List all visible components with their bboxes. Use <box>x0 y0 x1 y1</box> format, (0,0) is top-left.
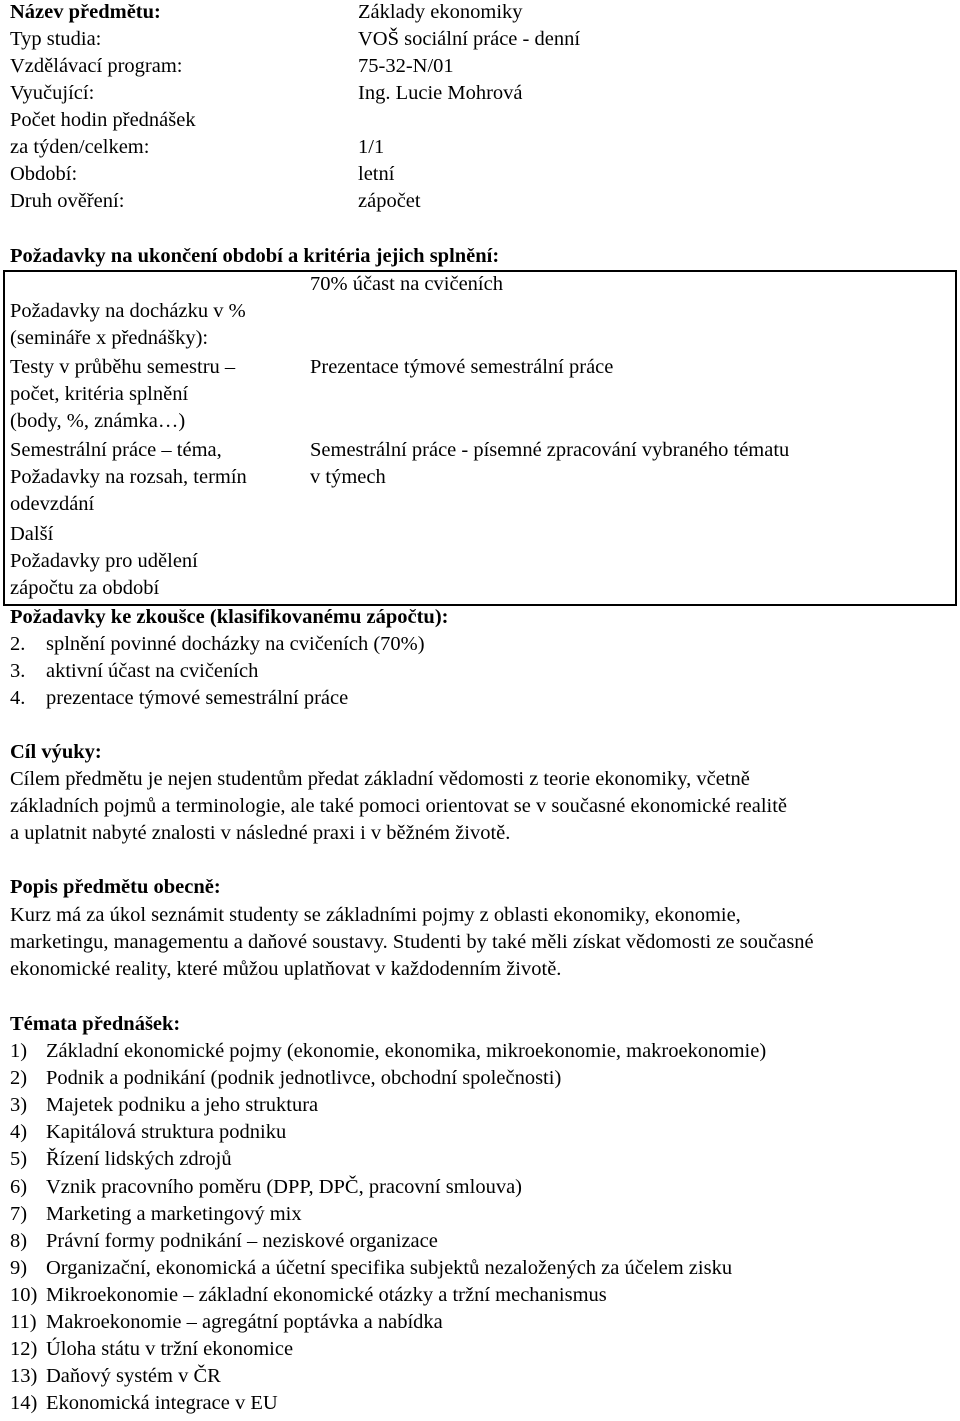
tests-label-line-2: počet, kritéria splnění <box>10 383 189 405</box>
header-label-subject: Název předmětu: <box>10 1 161 23</box>
tests-label-line-1: Testy v průběhu semestru – <box>10 356 236 378</box>
topic-item: 1) Základní ekonomické pojmy (ekonomie, ekonomika, mikroekonomie, makroekonomie) <box>10 1040 767 1062</box>
topic-item: 9) Organizační, ekonomická a účetní specifika subjektů nezaložených za účelem zisku <box>10 1257 733 1279</box>
topic-item: 4) Kapitálová struktura podniku <box>10 1121 287 1143</box>
work-label-line-1: Semestrální práce – téma, <box>10 439 222 461</box>
header-label-hours: Počet hodin přednášek <box>10 109 196 131</box>
goal-heading: Cíl výuky: <box>10 741 102 763</box>
exam-item: 3. aktivní účast na cvičeních <box>10 660 259 682</box>
header-label-teacher: Vyučující: <box>10 82 95 104</box>
header-value-period: letní <box>358 163 395 185</box>
work-value-line-1: Semestrální práce - písemné zpracování vybraného tématu <box>310 439 790 461</box>
topic-item: 10) Mikroekonomie – základní ekonomické otázky a tržní mechanismus <box>10 1284 607 1306</box>
exam-item: 4. prezentace týmové semestrální práce <box>10 687 349 709</box>
topic-item: 8) Právní formy podnikání – neziskové organizace <box>10 1230 438 1252</box>
other-label-line-1: Další <box>10 523 54 545</box>
other-label-line-2: Požadavky pro udělení <box>10 550 198 572</box>
goal-line-2: základních pojmů a terminologie, ale také pomoci orientovat se v současné ekonomické realitě <box>10 795 788 817</box>
header-value-study-type: VOŠ sociální práce - denní <box>358 28 581 50</box>
topic-item: 3) Majetek podniku a jeho struktura <box>10 1094 319 1116</box>
topic-item: 12) Úloha státu v tržní ekonomice <box>10 1338 294 1360</box>
work-label-line-3: odevzdání <box>10 493 95 515</box>
header-value-weekly: 1/1 <box>358 136 385 158</box>
topic-item: 5) Řízení lidských zdrojů <box>10 1148 232 1170</box>
tests-value: Prezentace týmové semestrální práce <box>310 356 614 378</box>
header-label-study-type: Typ studia: <box>10 28 102 50</box>
attendance-label-line-2: (semináře x přednášky): <box>10 327 209 349</box>
topic-item: 13) Daňový systém v ČR <box>10 1365 221 1387</box>
description-line-3: ekonomické reality, které můžou uplatňovat v každodenním životě. <box>10 958 562 980</box>
exam-item: 2. splnění povinné docházky na cvičeních (70%) <box>10 633 425 655</box>
description-heading: Popis předmětu obecně: <box>10 876 221 898</box>
header-label-weekly: za týden/celkem: <box>10 136 150 158</box>
topics-heading: Témata přednášek: <box>10 1013 181 1035</box>
topic-item: 2) Podnik a podnikání (podnik jednotlivce, obchodní společnosti) <box>10 1067 562 1089</box>
header-value-subject: Základy ekonomiky <box>358 1 523 23</box>
work-label-line-2: Požadavky na rozsah, termín <box>10 466 247 488</box>
goal-line-3: a uplatnit nabyté znalosti v následné praxi i v běžném životě. <box>10 822 511 844</box>
other-label-line-3: zápočtu za období <box>10 577 160 599</box>
goal-line-1: Cílem předmětu je nejen studentům předat základní vědomosti z teorie ekonomiky, včetně <box>10 768 750 790</box>
header-label-verification: Druh ověření: <box>10 190 125 212</box>
tests-label-line-3: (body, %, známka…) <box>10 410 186 432</box>
exam-heading: Požadavky ke zkoušce (klasifikovanému zápočtu): <box>10 606 449 628</box>
header-value-verification: zápočet <box>358 190 421 212</box>
header-value-program: 75-32-N/01 <box>358 55 454 77</box>
header-value-teacher: Ing. Lucie Mohrová <box>358 82 523 104</box>
attendance-value: 70% účast na cvičeních <box>310 273 503 295</box>
header-label-program: Vzdělávací program: <box>10 55 183 77</box>
topic-item: 7) Marketing a marketingový mix <box>10 1203 302 1225</box>
topic-item: 14) Ekonomická integrace v EU <box>10 1392 278 1414</box>
work-value-line-2: v týmech <box>310 466 386 488</box>
attendance-label-line-1: Požadavky na docházku v % <box>10 300 246 322</box>
requirements-heading: Požadavky na ukončení období a kritéria jejich splnění: <box>10 245 500 267</box>
header-label-period: Období: <box>10 163 78 185</box>
description-line-2: marketingu, managementu a daňové soustavy. Studenti by také měli získat vědomosti ze současné <box>10 931 814 953</box>
topic-item: 6) Vznik pracovního poměru (DPP, DPČ, pracovní smlouva) <box>10 1176 522 1198</box>
topic-item: 11) Makroekonomie – agregátní poptávka a nabídka <box>10 1311 443 1333</box>
description-line-1: Kurz má za úkol seznámit studenty se základními pojmy z oblasti ekonomiky, ekonomie, <box>10 904 741 926</box>
